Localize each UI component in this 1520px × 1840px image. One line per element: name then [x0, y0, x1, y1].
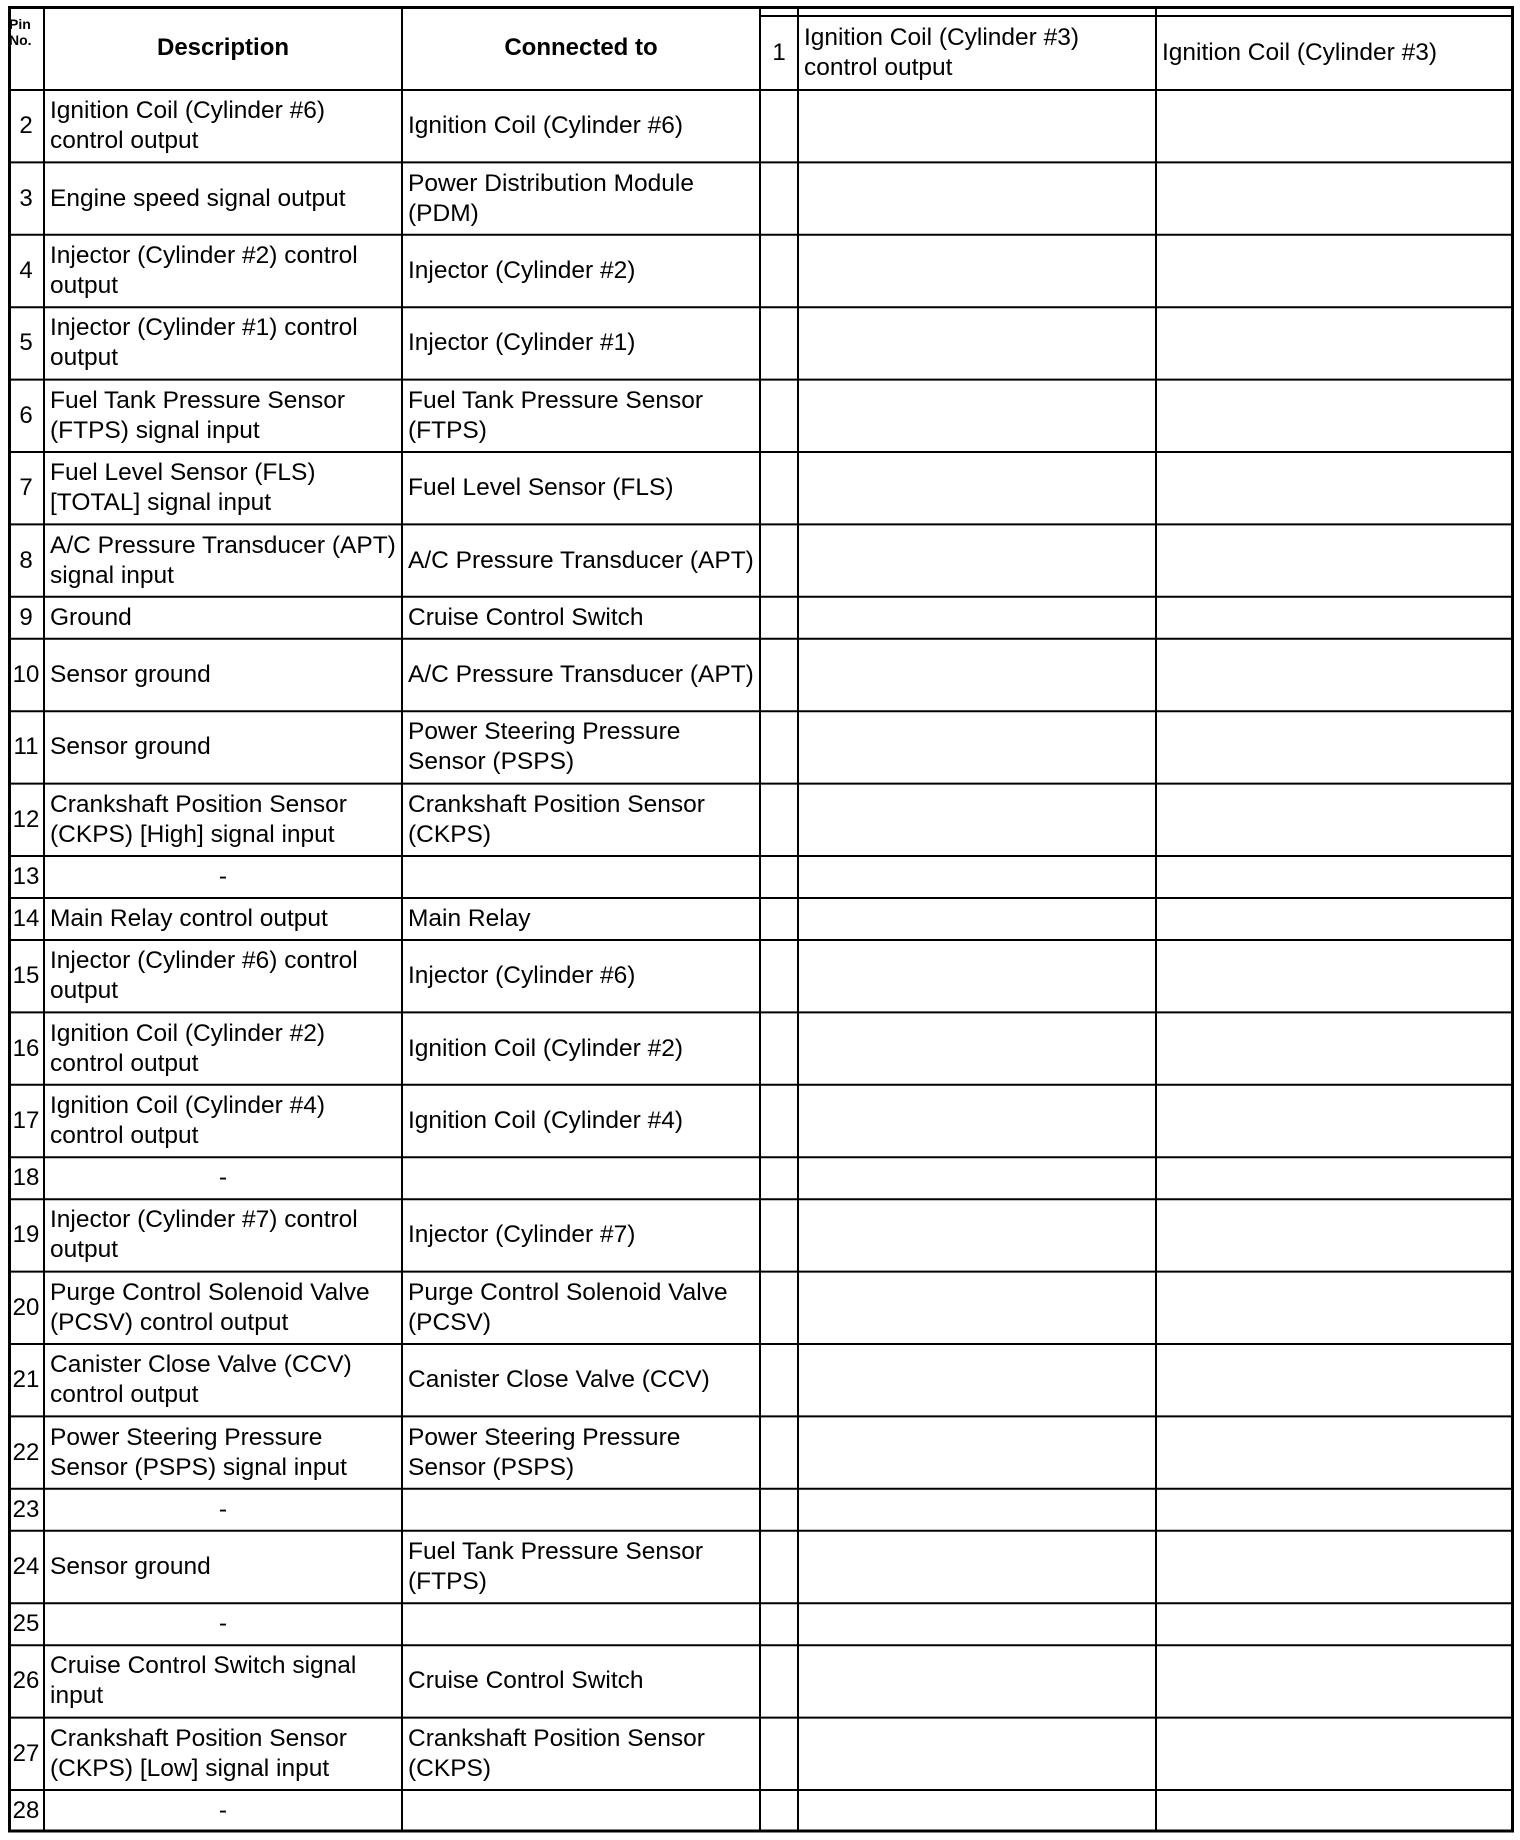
pin-number: 23: [12, 1495, 40, 1523]
pin-description: Sensor ground: [50, 1552, 211, 1580]
pin-description: Crankshaft Position Sensor (CKPS) [Low] signal input: [50, 1724, 347, 1782]
pin-number: 27: [12, 1739, 40, 1767]
pin-description: -: [218, 863, 228, 890]
pin-number: 28: [12, 1797, 40, 1824]
pin-table-sheet: [8, 6, 1514, 1840]
pin-number: 13: [12, 863, 40, 890]
pin-description: Injector (Cylinder #1) control output: [50, 314, 358, 372]
pin-description: -: [218, 1164, 228, 1192]
pin-number: 26: [12, 1667, 40, 1695]
pin-number: 6: [19, 401, 33, 429]
pin-description: A/C Pressure Transducer (APT) signal input: [50, 531, 396, 589]
pin-description: Injector (Cylinder #7) control output: [50, 1206, 358, 1264]
pin-connected-to: Main Relay: [408, 905, 531, 932]
pin-connected-to: A/C Pressure Transducer (APT): [408, 660, 754, 688]
pin-description: -: [218, 1797, 228, 1824]
pin-description: Ignition Coil (Cylinder #2) control output: [50, 1019, 326, 1077]
pin-connected-to: Injector (Cylinder #2): [408, 256, 636, 284]
pin-number: 10: [12, 660, 40, 688]
pin-description: Ground: [50, 603, 132, 631]
pin-connected-to: Fuel Tank Pressure Sensor (FTPS): [408, 1537, 704, 1595]
pin-connected-to: Fuel Tank Pressure Sensor (FTPS): [408, 386, 704, 444]
pin-number: 14: [12, 905, 40, 932]
pin-number: 7: [19, 474, 33, 502]
pin-number: 15: [12, 962, 40, 990]
pin-connected-to: Power Steering Pressure Sensor (PSPS): [408, 718, 681, 776]
header-connected-to: Connected to: [504, 34, 658, 61]
pin-connected-to: Injector (Cylinder #1): [408, 329, 636, 357]
pin-connected-to: Ignition Coil (Cylinder #2): [408, 1034, 684, 1062]
pin-number: 20: [12, 1293, 40, 1321]
pin-number: 21: [12, 1366, 40, 1394]
pin-number: 19: [12, 1221, 40, 1249]
pin-number: 2: [19, 112, 33, 140]
pin-description: -: [218, 1495, 228, 1523]
pin-description: Injector (Cylinder #2) control output: [50, 241, 358, 299]
pin-description: Canister Close Valve (CCV) control output: [50, 1351, 352, 1409]
pin-description: Fuel Level Sensor (FLS) [TOTAL] signal input: [50, 459, 316, 517]
pin-description: Injector (Cylinder #6) control output: [50, 947, 358, 1005]
pin-connected-to: [402, 1157, 760, 1199]
pin-description: Engine speed signal output: [50, 184, 346, 212]
pin-connected-to: Crankshaft Position Sensor (CKPS): [408, 790, 705, 848]
pin-description: Crankshaft Position Sensor (CKPS) [High] signal input: [50, 790, 347, 848]
pin-number: 17: [12, 1106, 40, 1134]
pin-description: Fuel Tank Pressure Sensor (FTPS) signal input: [50, 386, 346, 444]
pin-connected-to: [402, 1603, 760, 1645]
pin-description: Sensor ground: [50, 733, 211, 761]
pin-number: 24: [12, 1552, 40, 1580]
pin-connected-to: A/C Pressure Transducer (APT): [408, 546, 754, 574]
pin-description: Ignition Coil (Cylinder #3) control output: [804, 24, 1080, 81]
pin-connected-to: [402, 856, 760, 898]
pin-number: 5: [19, 329, 33, 357]
pin-connected-to: Injector (Cylinder #6): [408, 962, 636, 990]
pin-connected-to: Power Steering Pressure Sensor (PSPS): [408, 1423, 681, 1481]
pin-connected-to: [402, 1790, 760, 1832]
pin-number: 22: [12, 1438, 40, 1466]
pin-connected-to: Ignition Coil (Cylinder #3): [1162, 39, 1438, 66]
pin-description: Ignition Coil (Cylinder #6) control output: [50, 97, 326, 155]
pin-number: 18: [12, 1164, 40, 1192]
pin-connected-to: Purge Control Solenoid Valve (PCSV): [408, 1278, 728, 1336]
pin-number: 12: [12, 805, 40, 833]
pin-connected-to: Power Distribution Module (PDM): [408, 169, 694, 227]
pin-connected-to: Crankshaft Position Sensor (CKPS): [408, 1724, 705, 1782]
pin-description: Sensor ground: [50, 660, 211, 688]
pin-description: Main Relay control output: [50, 905, 328, 932]
pin-number: 4: [19, 256, 33, 284]
pin-description: Cruise Control Switch signal input: [50, 1652, 357, 1710]
pin-connected-to: Canister Close Valve (CCV): [408, 1366, 710, 1394]
pin-description: Purge Control Solenoid Valve (PCSV) control output: [50, 1278, 370, 1336]
header-pin-no: Pin No.: [9, 16, 32, 48]
pin-connected-to: Cruise Control Switch: [408, 603, 644, 631]
pin-number: 25: [12, 1610, 40, 1638]
pin-connected-to: Fuel Level Sensor (FLS): [408, 474, 674, 502]
pin-number: 16: [12, 1034, 40, 1062]
pin-description: -: [218, 1610, 228, 1638]
pin-connected-to: Ignition Coil (Cylinder #4): [408, 1106, 684, 1134]
pin-connected-to: [402, 1489, 760, 1531]
pin-number: 8: [19, 546, 33, 574]
pin-number: 9: [19, 603, 33, 631]
pin-description: Ignition Coil (Cylinder #4) control output: [50, 1091, 326, 1149]
pin-connected-to: Ignition Coil (Cylinder #6): [408, 112, 684, 140]
pin-connected-to: Cruise Control Switch: [408, 1667, 644, 1695]
pin-number: 1: [772, 39, 786, 66]
pin-number: 11: [13, 733, 39, 761]
header-description: Description: [156, 34, 290, 61]
pin-number: 3: [19, 184, 33, 212]
pin-connected-to: Injector (Cylinder #7): [408, 1221, 636, 1249]
pin-description: Power Steering Pressure Sensor (PSPS) signal input: [50, 1423, 347, 1481]
